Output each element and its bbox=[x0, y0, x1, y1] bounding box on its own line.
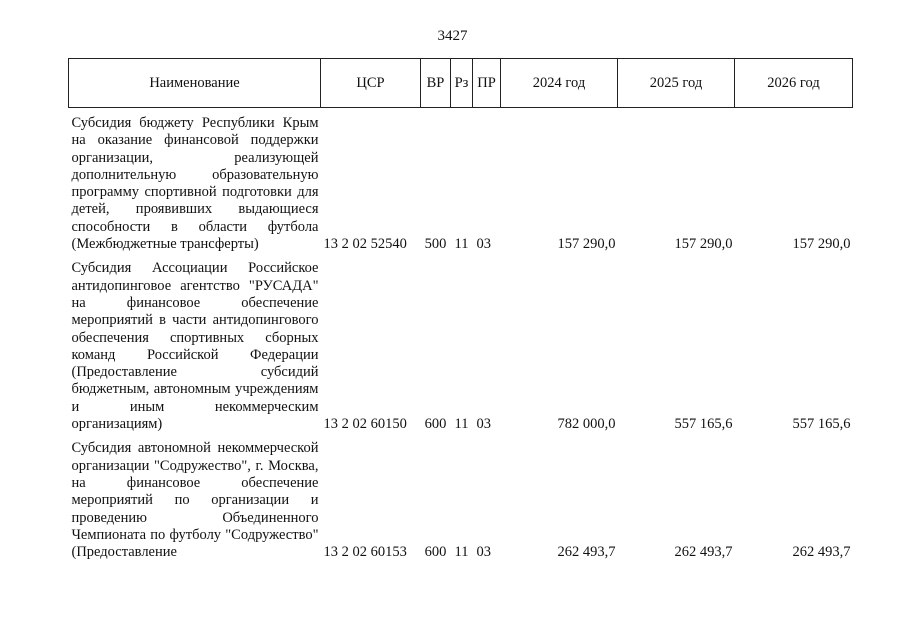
row-pr: 03 bbox=[476, 416, 491, 433]
row-vr: 600 bbox=[424, 416, 447, 433]
row-csr: 13 2 02 60150 bbox=[323, 416, 407, 433]
row-2024: 262 493,7 bbox=[557, 544, 616, 561]
table-row bbox=[69, 433, 853, 561]
row-vr: 600 bbox=[424, 544, 447, 561]
header-name: Наименование bbox=[69, 59, 321, 108]
row-2024: 782 000,0 bbox=[557, 416, 616, 433]
row-name: Субсидия бюджету Республики Крым на оказание финансовой поддержки организации, реализующей дополнительную образовательную программу спортивной подготовки для детей, проявивших выдающиеся способности в области футбола (Межбюджетные трансферты) bbox=[71, 115, 319, 253]
budget-table bbox=[68, 58, 853, 561]
row-rz: 11 bbox=[454, 416, 469, 433]
row-name: Субсидия Ассоциации Российское антидопинговое агентство "РУСАДА" на финансовое обеспечение мероприятий в части антидопингового обеспечения спортивных сборных команд Российской Федерации (Предоставление субсидий бюджетным, автономным учреждениям и иным некоммерческим организациям) bbox=[71, 260, 319, 433]
header-2024: 2024 год bbox=[501, 59, 618, 108]
table-header-row bbox=[69, 59, 853, 108]
row-rz: 11 bbox=[454, 236, 469, 253]
row-2024: 157 290,0 bbox=[557, 236, 616, 253]
row-pr: 03 bbox=[476, 544, 491, 561]
header-rz: Рз bbox=[451, 59, 473, 108]
header-2026: 2026 год bbox=[735, 59, 853, 108]
row-vr: 500 bbox=[424, 236, 447, 253]
header-2025: 2025 год bbox=[618, 59, 735, 108]
table-row bbox=[69, 253, 853, 433]
row-2025: 557 165,6 bbox=[674, 416, 733, 433]
row-rz: 11 bbox=[454, 544, 469, 561]
row-2025: 262 493,7 bbox=[674, 544, 733, 561]
header-pr: ПР bbox=[473, 59, 501, 108]
row-2026: 157 290,0 bbox=[792, 236, 851, 253]
row-csr: 13 2 02 60153 bbox=[323, 544, 407, 561]
table-row bbox=[69, 108, 853, 254]
header-vr: ВР bbox=[421, 59, 451, 108]
row-2026: 262 493,7 bbox=[792, 544, 851, 561]
header-csr: ЦСР bbox=[321, 59, 421, 108]
page-number: 3427 bbox=[437, 28, 468, 44]
row-2025: 157 290,0 bbox=[674, 236, 733, 253]
row-pr: 03 bbox=[476, 236, 491, 253]
row-2026: 557 165,6 bbox=[792, 416, 851, 433]
row-name: Субсидия автономной некоммерческой организации "Содружество", г. Москва, на финансовое обеспечение мероприятий по организации и проведению Объединенного Чемпионата по футболу "Содружество" (Предоставление bbox=[71, 440, 319, 561]
row-csr: 13 2 02 52540 bbox=[323, 236, 407, 253]
